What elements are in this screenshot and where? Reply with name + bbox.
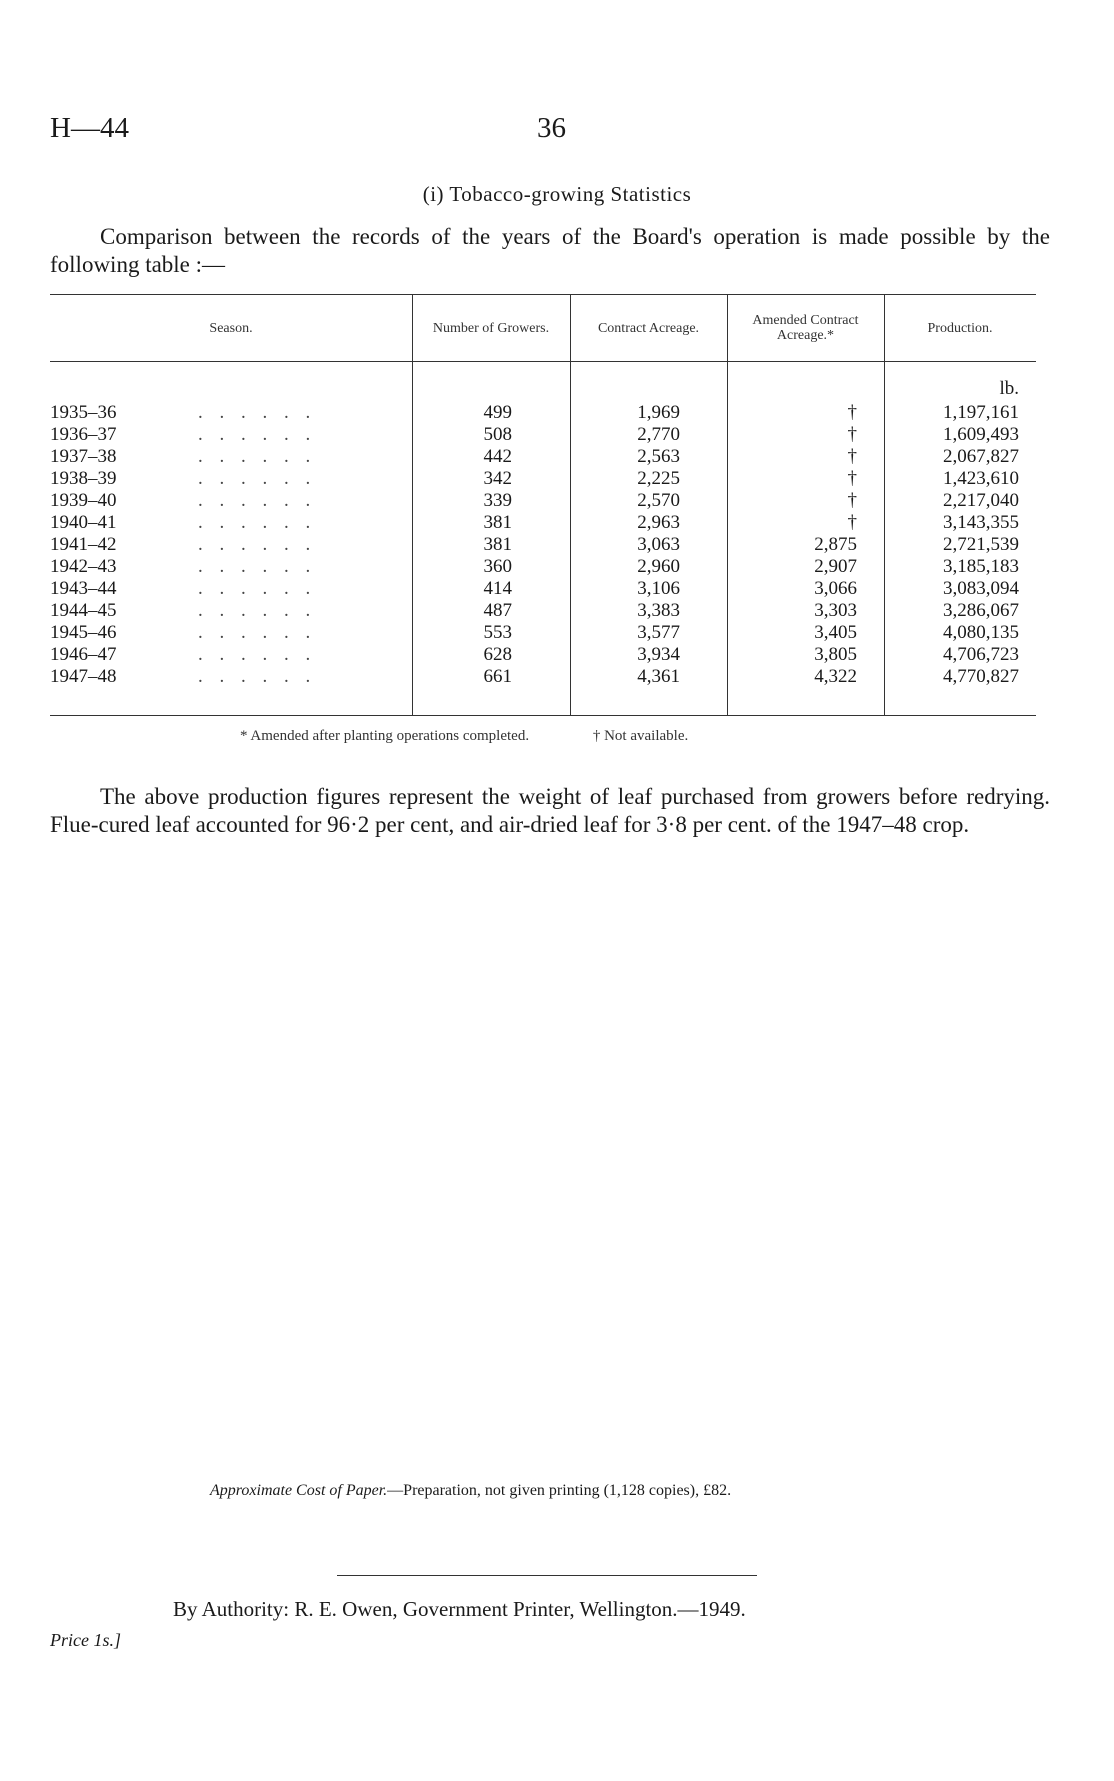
contract-cell: 2,225	[637, 468, 680, 489]
production-cell: 1,423,610	[943, 468, 1019, 489]
season-cell: 1935–36	[50, 402, 117, 423]
leader-dots: . . . . . .	[198, 512, 317, 533]
production-cell: 2,217,040	[943, 490, 1019, 511]
leader-dots: . . . . . .	[198, 666, 317, 687]
growers-cell: 499	[483, 402, 512, 423]
growers-cell: 442	[483, 446, 512, 467]
leader-dots: . . . . . .	[198, 600, 317, 621]
table-row	[50, 600, 1036, 622]
table-footnotes	[240, 728, 688, 745]
table-row	[50, 666, 1036, 688]
cost-note-text: —Preparation, not given printing (1,128 copies), £82.	[387, 1482, 732, 1499]
leader-dots: . . . . . .	[198, 490, 317, 511]
header-season: Season.	[209, 320, 253, 336]
table-header-rule	[50, 361, 1036, 362]
contract-cell: 3,063	[637, 534, 680, 555]
production-cell: 4,770,827	[943, 666, 1019, 687]
growers-cell: 487	[483, 600, 512, 621]
footnote-asterisk: * Amended after planting operations completed.	[240, 728, 530, 744]
contract-cell: 2,963	[637, 512, 680, 533]
amended-cell: 3,066	[814, 578, 857, 599]
document-code: H—44	[50, 112, 129, 144]
table-row	[50, 446, 1036, 468]
table-row	[50, 578, 1036, 600]
footnote-dagger: † Not available.	[592, 728, 689, 744]
price-note: Price 1s.]	[50, 1630, 121, 1650]
amended-cell: †	[847, 490, 857, 511]
amended-cell: 4,322	[814, 666, 857, 687]
table-bottom-rule	[50, 715, 1036, 716]
amended-cell: 2,907	[814, 556, 857, 577]
contract-cell: 2,570	[637, 490, 680, 511]
contract-cell: 2,770	[637, 424, 680, 445]
page-header	[50, 112, 1064, 152]
table-row	[50, 622, 1036, 644]
contract-cell: 1,969	[637, 402, 680, 423]
season-cell: 1946–47	[50, 644, 117, 665]
growers-cell: 339	[483, 490, 512, 511]
production-cell: 1,197,161	[943, 402, 1019, 423]
amended-cell: †	[847, 512, 857, 533]
header-contract-acreage: Contract Acreage.	[597, 320, 700, 336]
season-cell: 1936–37	[50, 424, 117, 445]
header-amended-acreage: Amended Contract Acreage.*	[752, 313, 859, 343]
leader-dots: . . . . . .	[198, 644, 317, 665]
amended-cell: 2,875	[814, 534, 857, 555]
season-cell: 1939–40	[50, 490, 117, 511]
leader-dots: . . . . . .	[198, 402, 317, 423]
table-row	[50, 468, 1036, 490]
contract-cell: 2,563	[637, 446, 680, 467]
production-cell: 4,706,723	[943, 644, 1019, 665]
amended-cell: 3,805	[814, 644, 857, 665]
amended-cell: †	[847, 402, 857, 423]
section-title: (i) Tobacco-growing Statistics	[422, 182, 692, 206]
production-cell: 2,721,539	[943, 534, 1019, 555]
imprint-rule	[337, 1575, 757, 1576]
printer-imprint: By Authority: R. E. Owen, Government Printer, Wellington.—1949.	[173, 1597, 746, 1621]
production-cell: 3,143,355	[943, 512, 1019, 533]
header-growers: Number of Growers.	[432, 320, 550, 336]
amended-cell: †	[847, 424, 857, 445]
table-body	[50, 402, 1036, 688]
contract-cell: 3,577	[637, 622, 680, 643]
production-cell: 1,609,493	[943, 424, 1019, 445]
growers-cell: 553	[483, 622, 512, 643]
growers-cell: 414	[483, 578, 512, 599]
growers-cell: 381	[483, 512, 512, 533]
season-cell: 1942–43	[50, 556, 117, 577]
page-number: 36	[537, 112, 566, 144]
season-cell: 1945–46	[50, 622, 117, 643]
growers-cell: 661	[483, 666, 512, 687]
table-row	[50, 402, 1036, 424]
table-row	[50, 424, 1036, 446]
growers-cell: 360	[483, 556, 512, 577]
season-cell: 1940–41	[50, 512, 117, 533]
production-unit: lb.	[999, 378, 1019, 399]
season-cell: 1947–48	[50, 666, 117, 687]
production-cell: 2,067,827	[943, 446, 1019, 467]
contract-cell: 3,383	[637, 600, 680, 621]
cost-note	[210, 1482, 731, 1500]
table-row	[50, 556, 1036, 578]
table-row	[50, 534, 1036, 556]
season-cell: 1943–44	[50, 578, 117, 599]
leader-dots: . . . . . .	[198, 578, 317, 599]
leader-dots: . . . . . .	[198, 468, 317, 489]
leader-dots: . . . . . .	[198, 446, 317, 467]
season-cell: 1938–39	[50, 468, 117, 489]
season-cell: 1944–45	[50, 600, 117, 621]
production-paragraph: The above production figures represent the weight of leaf purchased from growers before redrying. Flue-cured leaf accounted for 96·2 per cent, and air-dried leaf for 3·8 per cent. of the 1947–48 crop.	[50, 784, 1050, 837]
leader-dots: . . . . . .	[198, 534, 317, 555]
intro-paragraph: Comparison between the records of the years of the Board's operation is made possible by the following table :—	[50, 224, 1050, 277]
cost-note-label: Approximate Cost of Paper.	[210, 1482, 388, 1499]
table-row	[50, 490, 1036, 512]
growers-cell: 342	[483, 468, 512, 489]
amended-cell: †	[847, 468, 857, 489]
table-row	[50, 644, 1036, 666]
growers-cell: 628	[483, 644, 512, 665]
contract-cell: 4,361	[637, 666, 680, 687]
leader-dots: . . . . . .	[198, 556, 317, 577]
growers-cell: 508	[483, 424, 512, 445]
production-cell: 3,286,067	[943, 600, 1019, 621]
production-cell: 3,185,183	[943, 556, 1019, 577]
amended-cell: 3,303	[814, 600, 857, 621]
contract-cell: 2,960	[637, 556, 680, 577]
amended-cell: 3,405	[814, 622, 857, 643]
contract-cell: 3,106	[637, 578, 680, 599]
leader-dots: . . . . . .	[198, 622, 317, 643]
growers-cell: 381	[483, 534, 512, 555]
season-cell: 1937–38	[50, 446, 117, 467]
season-cell: 1941–42	[50, 534, 117, 555]
table-top-rule	[50, 294, 1036, 295]
header-production: Production.	[927, 320, 993, 336]
amended-cell: †	[847, 446, 857, 467]
table-row	[50, 512, 1036, 534]
leader-dots: . . . . . .	[198, 424, 317, 445]
contract-cell: 3,934	[637, 644, 680, 665]
production-cell: 3,083,094	[943, 578, 1019, 599]
production-cell: 4,080,135	[943, 622, 1019, 643]
